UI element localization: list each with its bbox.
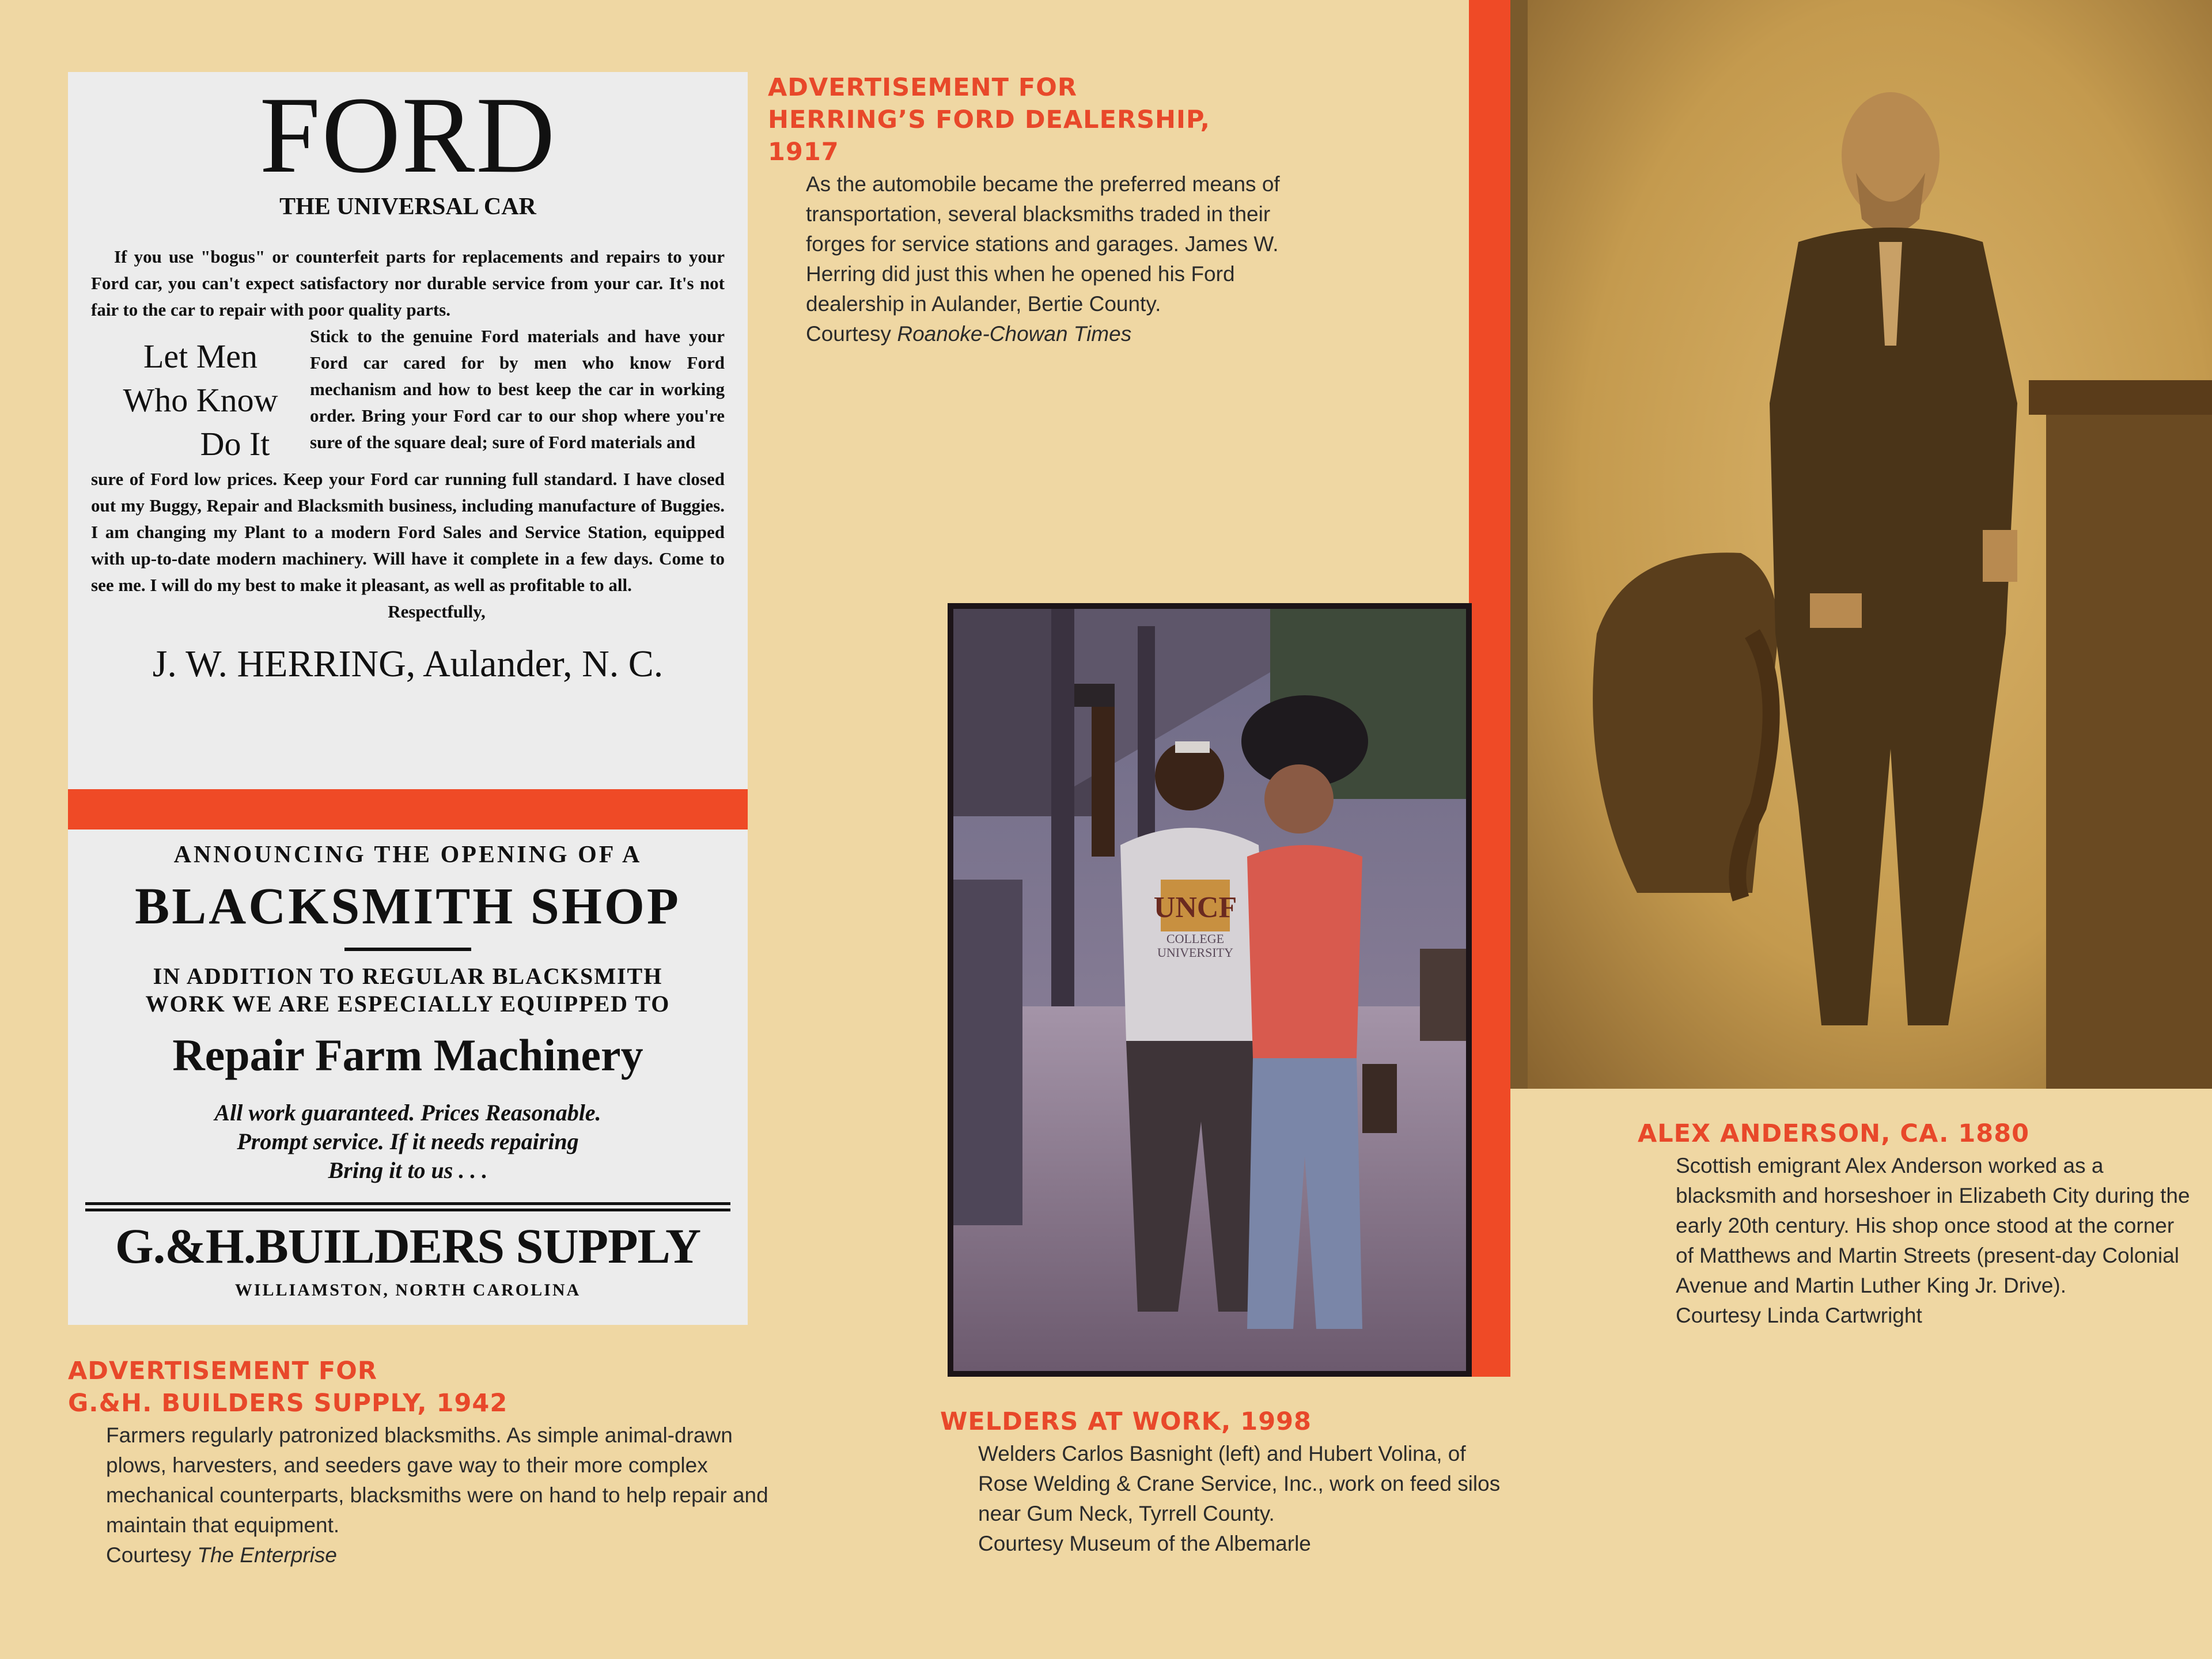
caption-welders-heading: WELDERS AT WORK, 1998 (940, 1407, 1312, 1436)
ford-ad-side-line-2: Who Know (123, 381, 278, 419)
blacksmith-ad-title: BLACKSMITH SHOP (135, 878, 681, 935)
ford-ad-side-line-1: Let Men (143, 338, 258, 375)
blacksmith-ad-line-3: WORK WE ARE ESPECIALLY EQUIPPED TO (145, 991, 671, 1017)
caption-welders-credit: Courtesy Museum of the Albemarle (978, 1532, 1311, 1555)
caption-gh-credit-source: The Enterprise (197, 1543, 338, 1567)
caption-anderson-heading: ALEX ANDERSON, CA. 1880 (1638, 1119, 2030, 1148)
ford-ad-side-line-3: Do It (200, 425, 270, 463)
ford-ad-signature: J. W. HERRING, Aulander, N. C. (152, 643, 664, 685)
caption-anderson-credit: Courtesy Linda Cartwright (1676, 1304, 1922, 1327)
ford-advertisement (68, 72, 748, 789)
welders-photo-image (948, 603, 1472, 1377)
welder-shirt-logo-line-3: UNIVERSITY (1157, 945, 1233, 960)
caption-gh (68, 1355, 782, 1570)
blacksmith-ad-double-rule (85, 1202, 730, 1211)
caption-welders-body-block (940, 1439, 1505, 1559)
caption-herring-heading-1: ADVERTISEMENT FOR (768, 73, 1077, 102)
caption-herring-credit (806, 319, 1286, 349)
ford-ad-side-heading (91, 323, 310, 466)
alex-anderson-portrait-image (1510, 0, 2212, 1089)
blacksmith-ad-italic-1: All work guaranteed. Prices Reasonable. (214, 1100, 601, 1126)
welders-photo (948, 603, 1472, 1377)
caption-gh-body-block (68, 1421, 782, 1570)
blacksmith-ad-announcement: ANNOUNCING THE OPENING OF A (173, 842, 642, 868)
caption-herring-credit-prefix: Courtesy (806, 322, 897, 346)
blacksmith-ad-location: WILLIAMSTON, NORTH CAROLINA (234, 1281, 581, 1300)
welder-shirt-logo: UNCF (1153, 891, 1237, 924)
welder-shirt-logo-line-2: COLLEGE (1166, 931, 1225, 946)
caption-gh-heading-1: ADVERTISEMENT FOR (68, 1357, 377, 1385)
blacksmith-shop-advertisement (68, 830, 748, 1325)
ford-ad-paragraph-1: If you use "bogus" or counterfeit parts for replacements and repairs to your Ford car, you can't expect satisfactory nor durable service from your car. It's not fair to the car to repair with poor quality parts. (91, 247, 725, 320)
caption-anderson-body: Scottish emigrant Alex Anderson worked as a blacksmith and horseshoer in Elizabeth City during the early 20th century. His shop once stood at the corner of Matthews and Martin Streets (present-day Colonial Avenue and Martin Luther King Jr. Drive). (1676, 1154, 2190, 1297)
blacksmith-ad-rule (344, 948, 471, 951)
caption-anderson (1638, 1118, 2191, 1331)
caption-herring-body-block (768, 169, 1286, 349)
blacksmith-ad-headline: Repair Farm Machinery (172, 1030, 643, 1080)
ford-ad-paragraph-3: sure of Ford low prices. Keep your Ford car running full standard. I have closed out my Buggy, Repair and Blacksmith business, including manufacture of Buggies. I am changing my Plant to a modern Ford Sales and Service Station, equipped with up-to-date modern machinery. Will have it complete in a few days. Come to see me. I will do my best to make it pleasant, as well as profitable to all. (91, 469, 725, 595)
caption-herring-heading-2: HERRING’S FORD DEALERSHIP, 1917 (768, 105, 1210, 166)
caption-herring-credit-source: Roanoke-Chowan Times (897, 322, 1132, 346)
caption-welders-body: Welders Carlos Basnight (left) and Hubert Volina, of Rose Welding & Crane Service, Inc., work on feed silos near Gum Neck, Tyrrell County. (978, 1442, 1501, 1525)
caption-gh-credit (106, 1540, 782, 1570)
caption-welders (940, 1406, 1505, 1559)
caption-gh-body: Farmers regularly patronized blacksmiths. As simple animal-drawn plows, harvesters, and seeders gave way to their more complex mechanical counterparts, blacksmiths were on hand to help repair and maintain that equipment. (106, 1423, 768, 1537)
ford-ad-title: FORD (259, 75, 556, 196)
orange-divider (68, 789, 748, 830)
blacksmith-ad-company: G.&H.BUILDERS SUPPLY (115, 1218, 701, 1274)
blacksmith-ad-line-2: IN ADDITION TO REGULAR BLACKSMITH (153, 963, 663, 989)
caption-herring (768, 71, 1286, 349)
alex-anderson-portrait (1510, 0, 2212, 1089)
blacksmith-ad-italic-3: Bring it to us . . . (328, 1157, 488, 1183)
caption-herring-body: As the automobile became the preferred means of transportation, several blacksmiths traded in their forges for service stations and garages. James W. Herring did just this when he opened his Ford dealership in Aulander, Bertie County. (806, 172, 1280, 316)
ford-ad-closing: Respectfully, (388, 601, 486, 622)
blacksmith-ad-italic-2: Prompt service. If it needs repairing (237, 1128, 579, 1154)
orange-vertical-band (1469, 0, 1510, 1377)
ford-ad-paragraph-2: Stick to the genuine Ford materials and have your Ford car cared for by men who know Ford mechanism and how to best keep the car in working order. Bring your Ford car to our shop where you're sure of the square deal; sure of Ford materials and (310, 326, 725, 452)
caption-gh-credit-prefix: Courtesy (106, 1543, 198, 1567)
ford-ad-subtitle: THE UNIVERSAL CAR (279, 194, 536, 220)
caption-gh-heading-2: G.&H. BUILDERS SUPPLY, 1942 (68, 1389, 508, 1418)
caption-anderson-body-block (1638, 1151, 2191, 1331)
